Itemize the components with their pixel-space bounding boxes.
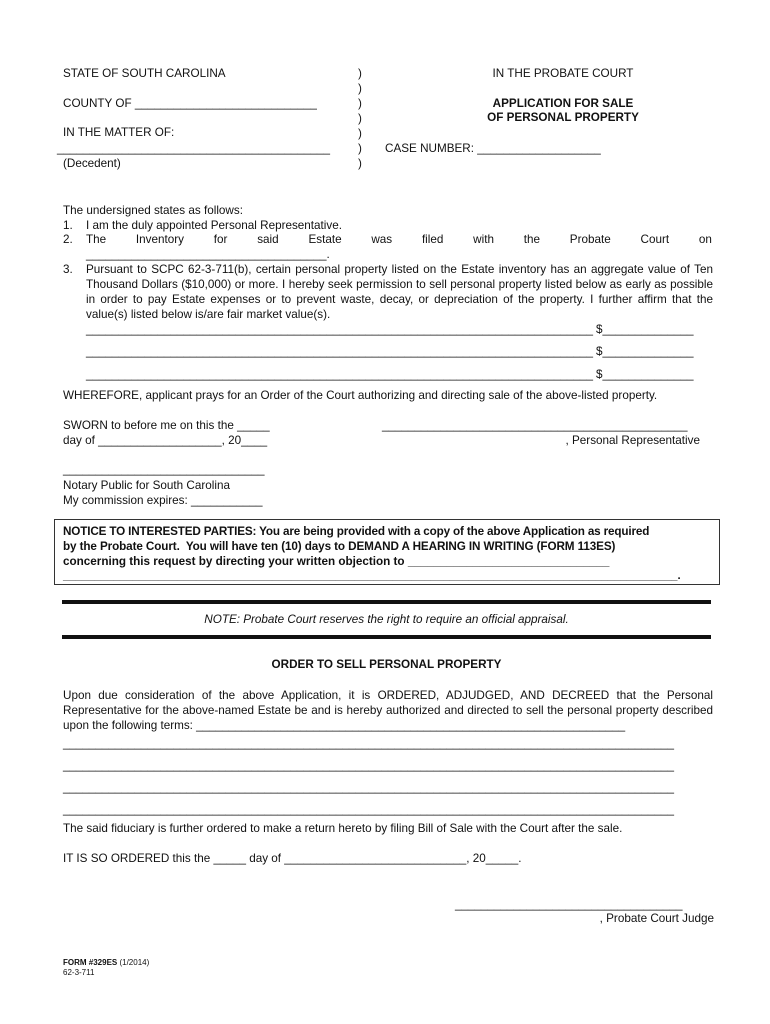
- judge-signature[interactable]: ___________________________________: [455, 898, 683, 911]
- item-2-text: [86, 233, 712, 247]
- court-label: IN THE PROBATE COURT: [492, 67, 634, 80]
- thick-divider: [62, 600, 711, 604]
- commission-expires-field[interactable]: My commission expires: ___________: [63, 494, 263, 507]
- caption-paren: ): [358, 67, 362, 80]
- form-number: [63, 958, 149, 968]
- notice-line-4[interactable]: _________________________________________________________________________________________________.: [63, 570, 681, 582]
- so-ordered-date-field[interactable]: IT IS SO ORDERED this the _____ day of ____________________________, 20_____.: [63, 852, 522, 865]
- property-description-field[interactable]: ______________________________________________________________________________: [86, 323, 594, 336]
- item-2-word: for: [213, 233, 228, 246]
- caption-paren: ): [358, 142, 362, 155]
- personal-representative-signature[interactable]: _______________________________________________: [382, 419, 688, 432]
- county-field[interactable]: COUNTY OF ____________________________: [63, 97, 317, 110]
- sworn-text[interactable]: SWORN to before me on this the _____: [63, 419, 270, 432]
- caption-paren: ): [358, 127, 362, 140]
- notary-signature[interactable]: _______________________________: [63, 463, 265, 476]
- matter-label: IN THE MATTER OF:: [63, 126, 175, 139]
- order-title: ORDER TO SELL PERSONAL PROPERTY: [271, 658, 502, 671]
- item-3-text: Pursuant to SCPC 62-3-711(b), certain personal property listed on the Estate inventory has an aggregate value of Ten Thousand Dollars ($10,000) or more. I hereby seek permission to sell personal property listed below as early as possible in order to pay Estate expenses or to prevent waste, decay, or depreciation of the property. I further affirm that the value(s) listed below is/are fair market value(s).: [86, 263, 713, 321]
- judge-label: , Probate Court Judge: [599, 912, 714, 925]
- state-label: STATE OF SOUTH CAROLINA: [63, 67, 226, 80]
- item-2-word: The: [86, 233, 107, 246]
- property-description-field[interactable]: ______________________________________________________________________________: [86, 345, 594, 358]
- form-date: (1/2014): [117, 958, 150, 967]
- form-number-bold: FORM #329ES: [63, 958, 118, 967]
- notary-label: Notary Public for South Carolina: [63, 479, 230, 492]
- terms-line[interactable]: ______________________________________________________________________________________________: [63, 781, 675, 794]
- terms-line[interactable]: ______________________________________________________________________________________________: [63, 759, 675, 772]
- terms-line[interactable]: ______________________________________________________________________________________________: [63, 803, 675, 816]
- item-3-number: 3.: [63, 263, 73, 276]
- property-value-field[interactable]: $______________: [596, 323, 694, 336]
- notice-line-2: by the Probate Court. You will have ten (10) days to DEMAND A HEARING IN WRITING (FORM 113ES): [63, 540, 616, 553]
- decedent-label: (Decedent): [63, 157, 121, 170]
- item-2-number: 2.: [63, 233, 73, 246]
- caption-paren: ): [358, 157, 362, 170]
- item-2-word: Estate: [308, 233, 342, 246]
- item-2-word: Inventory: [135, 233, 184, 246]
- form-title-line2: OF PERSONAL PROPERTY: [487, 111, 639, 124]
- return-text: The said fiduciary is further ordered to make a return hereto by filing Bill of Sale with the Court after the sale.: [63, 822, 623, 835]
- case-number-field[interactable]: CASE NUMBER: ___________________: [385, 142, 601, 155]
- decedent-name-field[interactable]: __________________________________________: [57, 142, 331, 155]
- sworn-date-field[interactable]: day of ___________________, 20____: [63, 434, 268, 447]
- terms-line[interactable]: ______________________________________________________________________________________________: [63, 737, 675, 750]
- item-2-word: the: [523, 233, 540, 246]
- item-2-word: Court: [640, 233, 670, 246]
- caption-paren: ): [358, 112, 362, 125]
- item-1-text: I am the duly appointed Personal Representative.: [86, 219, 342, 232]
- order-paragraph: Upon due consideration of the above Application, it is ORDERED, ADJUDGED, AND DECREED that the Personal Representative for the above-named Estate be and is hereby authorized and directed to sell the personal property described upon the following terms: __________________________________________________________________: [63, 689, 713, 732]
- item-2-word: was: [371, 233, 393, 246]
- property-value-field[interactable]: $______________: [596, 345, 694, 358]
- inventory-date-field[interactable]: _____________________________________.: [86, 248, 330, 261]
- wherefore-text: WHEREFORE, applicant prays for an Order of the Court authorizing and directing sale of the above-listed property.: [63, 389, 658, 402]
- item-1-number: 1.: [63, 219, 73, 232]
- notice-line-1: NOTICE TO INTERESTED PARTIES: You are being provided with a copy of the above Application as required: [63, 525, 650, 538]
- item-2-word: Probate: [569, 233, 611, 246]
- item-2-word: with: [473, 233, 494, 246]
- item-2-word: filed: [421, 233, 444, 246]
- caption-paren: ): [358, 82, 362, 95]
- form-title-line1: APPLICATION FOR SALE: [492, 97, 634, 110]
- property-value-field[interactable]: $______________: [596, 368, 694, 381]
- appraisal-note: NOTE: Probate Court reserves the right to require an official appraisal.: [204, 613, 569, 626]
- personal-representative-label: , Personal Representative: [565, 434, 700, 447]
- statute-code: 62-3-711: [63, 968, 95, 977]
- notice-line-3[interactable]: concerning this request by directing your written objection to _______________________________: [63, 555, 610, 568]
- item-2-word: said: [257, 233, 279, 246]
- thick-divider: [62, 635, 711, 639]
- caption-paren: ): [358, 97, 362, 110]
- property-description-field[interactable]: ______________________________________________________________________________: [86, 368, 594, 381]
- intro-text: The undersigned states as follows:: [63, 204, 243, 217]
- item-2-word: on: [698, 233, 712, 246]
